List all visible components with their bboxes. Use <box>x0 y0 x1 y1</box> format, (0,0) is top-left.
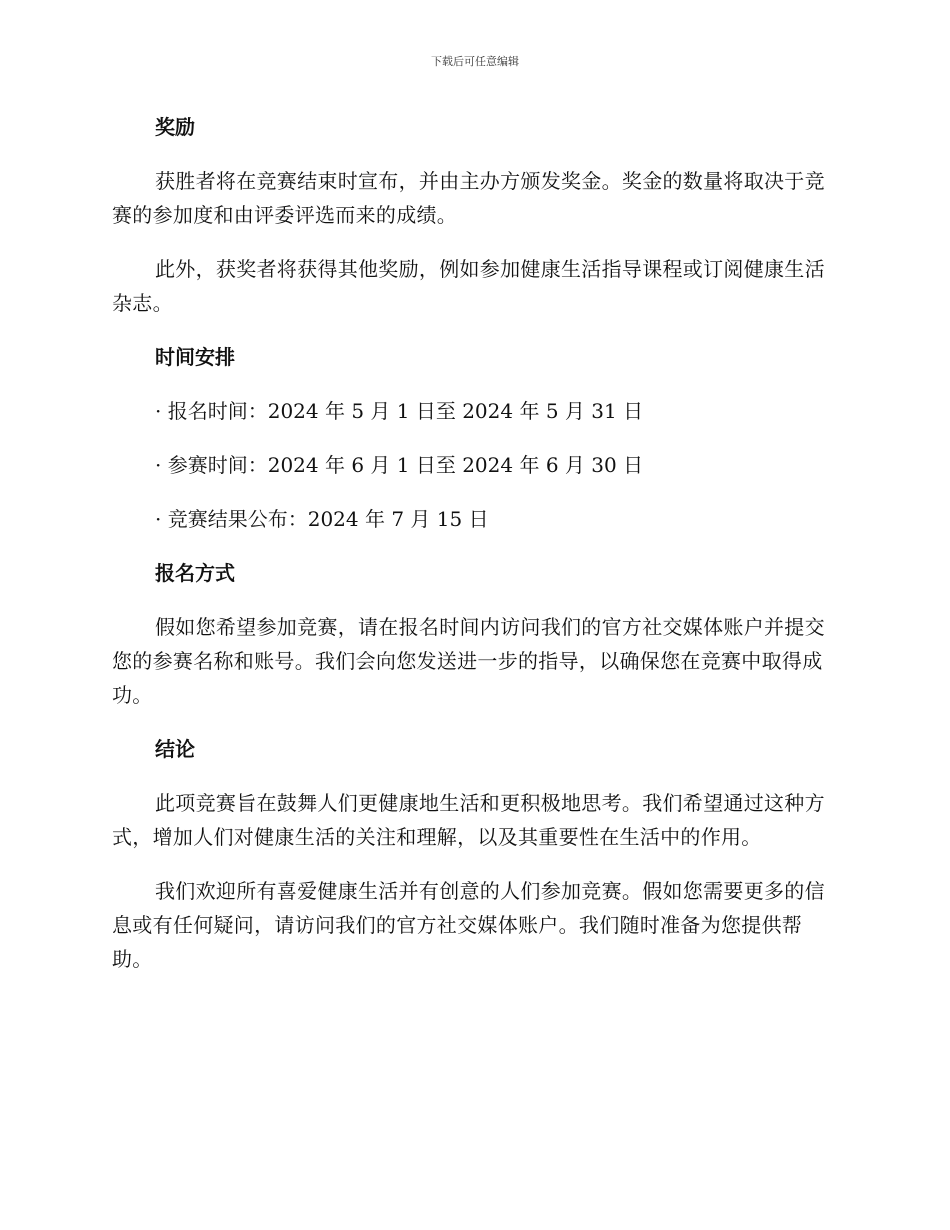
heading-schedule: 时间安排 <box>155 345 235 369</box>
reward-paragraph-2: 此外，获奖者将获得其他奖励，例如参加健康生活指导课程或订阅健康生活杂志。 <box>112 257 825 315</box>
schedule-item-results: · 竞赛结果公布：2024 年 7 月 15 日 <box>155 507 489 531</box>
page-header-note: 下载后可任意编辑 <box>431 55 519 68</box>
schedule-item-competition: · 参赛时间：2024 年 6 月 1 日至 2024 年 6 月 30 日 <box>155 453 644 477</box>
conclusion-paragraph-2: 我们欢迎所有喜爱健康生活并有创意的人们参加竞赛。假如您需要更多的信息或有任何疑问，请访问我们的官方社交媒体账户。我们随时准备为您提供帮助。 <box>112 879 825 971</box>
schedule-item-registration: · 报名时间：2024 年 5 月 1 日至 2024 年 5 月 31 日 <box>155 399 644 423</box>
heading-conclusion: 结论 <box>155 737 195 761</box>
document-body <box>112 110 832 976</box>
signup-paragraph: 假如您希望参加竞赛，请在报名时间内访问我们的官方社交媒体账户并提交您的参赛名称和账号。我们会向您发送进一步的指导，以确保您在竞赛中取得成功。 <box>112 615 825 707</box>
reward-paragraph-1: 获胜者将在竞赛结束时宣布，并由主办方颁发奖金。奖金的数量将取决于竞赛的参加度和由评委评选而来的成绩。 <box>112 169 825 227</box>
conclusion-paragraph-1: 此项竞赛旨在鼓舞人们更健康地生活和更积极地思考。我们希望通过这种方式，增加人们对健康生活的关注和理解，以及其重要性在生活中的作用。 <box>112 791 825 849</box>
heading-signup: 报名方式 <box>155 561 235 585</box>
heading-reward: 奖励 <box>155 115 195 139</box>
